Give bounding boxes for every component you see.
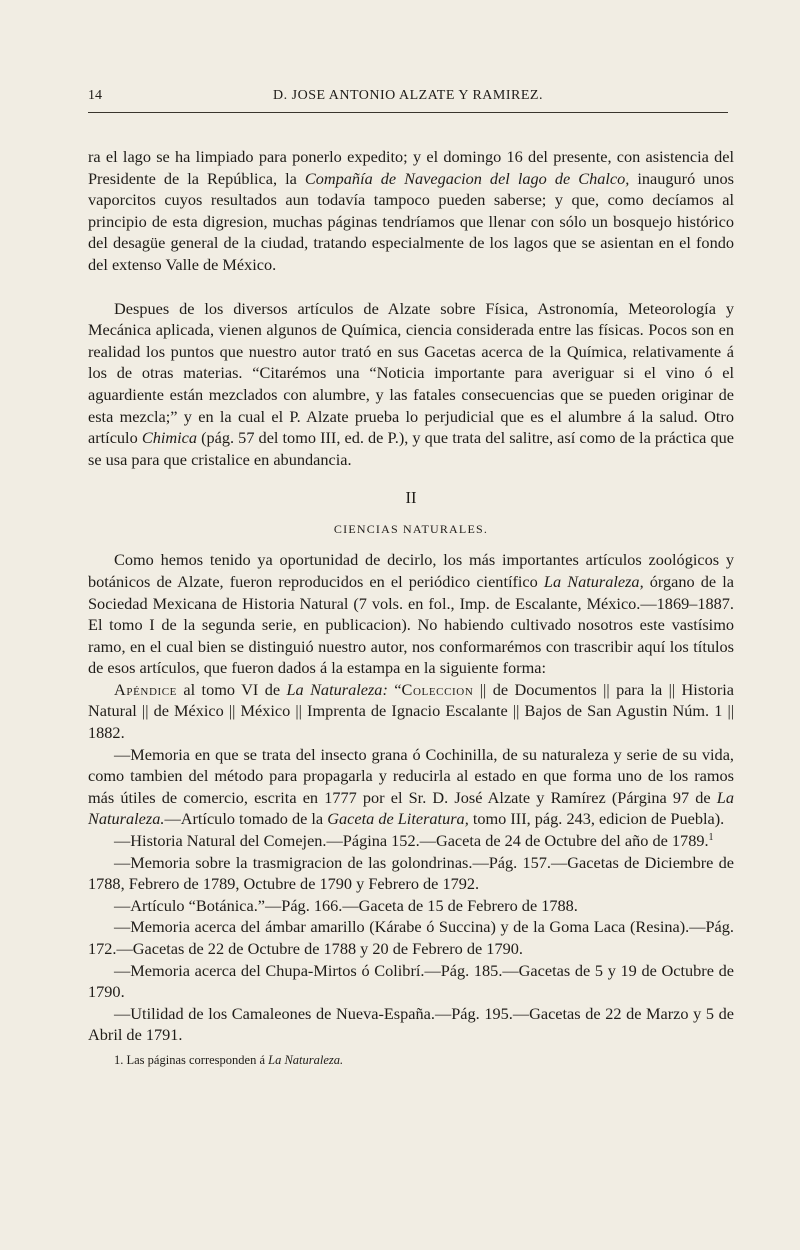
italic-title: La Naturaleza: [286, 679, 388, 699]
section-number: II [405, 488, 417, 508]
paragraph-ciencias-naturales [88, 549, 734, 679]
entry-comejen [88, 830, 734, 852]
entry-golondrinas: —Memoria sobre la trasmigracion de las golondrinas.—Pág. 157.—Gacetas de Diciembre de 1788, Febrero de 1789, Octubre de 1790 y Febrero de 1792. [88, 852, 734, 894]
entry-apendice [88, 679, 734, 744]
italic-title: Compañía de Navegacion del lago de Chalco, [304, 168, 630, 188]
text-run: —Artículo tomado de la [164, 809, 328, 829]
text-run: —Historia Natural del Comejen.—Página 152.—Gaceta de 24 de Octubre del año de 1789. [114, 831, 709, 851]
page-number: 14 [88, 88, 102, 103]
text-run: “ [387, 679, 402, 699]
italic-title: La Naturaleza. [268, 1052, 344, 1067]
text-run: inauguró unos vaporcitos cuyos resultados aun todavía tampoco pueden saberse; y que, como decíamos al principio de esta digresion, muchas páginas tendríamos que llenar con sólo un bosquejo histórico del desagüe general de la ciudad, tratando especialmente de los lagos que se asientan en el fondo del extenso Valle de México. [88, 168, 734, 274]
small-caps-text: Apéndice [114, 679, 178, 699]
text-run: Como hemos tenido ya oportunidad de decirlo, los más importantes artículos zoológicos y botánicos de Alzate, fueron reproducidos en el periódico científico [88, 550, 734, 591]
page-body [88, 146, 734, 1068]
entry-ambar: —Memoria acerca del ámbar amarillo (Kárabe ó Succina) y de la Goma Laca (Resina).—Pág. 172.—Gacetas de 22 de Octubre de 1788 y 20 de Febrero de 1790. [88, 917, 734, 958]
entry-memoria-grana [88, 744, 734, 830]
paragraph-continuation [88, 146, 734, 276]
italic-title: Gaceta de Literatura, [327, 809, 469, 829]
entry-botanica: —Artículo “Botánica.”—Pág. 166.—Gaceta de 15 de Febrero de 1788. [114, 895, 578, 915]
section-title: CIENCIAS NATURALES. [333, 522, 489, 537]
text-run: Despues de los diversos artículos de Alzate sobre Física, Astronomía, Meteorología y Mecánica aplicada, vienen algunos de Química, ciencia considerada entre las físicas. Pocos son en realidad los puntos que nuestro autor trató en sus Gacetas acerca de la Química, relativamente á los de otras materias. “Citarémos una “Noticia importante para averiguar si el vino ó el aguardiente están mezclados con alumbre, y las fatales consecuencias que se pueden originar de esta mezcla;” y en la cual el P. Alzate prueba lo perjudicial que es el alumbre á la salud. Otro artículo [88, 298, 734, 448]
entry-colibri: —Memoria acerca del Chupa-Mirtos ó Colibrí.—Pág. 185.—Gacetas de 5 y 19 de Octubre de 1790. [88, 960, 734, 1002]
text-run: —Memoria en que se trata del insecto grana ó Cochinilla, de su naturaleza y serie de su vida, como tambien del método para propagarla y reducirla al estado en que forma uno de los ramos más útiles de comercio, escrita en 1777 por el Sr. D. José Alzate y Ramírez (Párgina 97 de [88, 744, 734, 807]
entry-camaleones: —Utilidad de los Camaleones de Nueva-España.—Pág. 195.—Gacetas de 22 de Marzo y 5 de Abril de 1791. [88, 1003, 734, 1045]
running-head: D. JOSE ANTONIO ALZATE Y RAMIREZ. [273, 88, 543, 103]
text-run: (pág. 57 del tomo III, ed. de P.), y que trata del salitre, así como de la práctica que se usa para que cristalice en abundancia. [88, 428, 735, 469]
small-caps-text: Coleccion [401, 679, 474, 699]
text-run: órgano de la Sociedad Mexicana de Historia Natural (7 vols. en fol., Imp. de Escalante, México.—1869–1887. El tomo I de la segunda serie, en publicacion). No habiendo cultivado nosotros este vastísimo ramo, en el cual bien se distinguió nuestro autor, nos conformarémos con trascribir aquí los títulos de esos artículos, que fueron dados á la estampa en la siguiente forma: [88, 571, 734, 678]
footnote [88, 1052, 734, 1068]
text-run: ra el lago se ha limpiado para ponerlo expedito; y el domingo 16 del presente, con asistencia del Presidente de la República, la [88, 147, 734, 188]
text-run: tomo III, pág. 243, edicion de Puebla). [468, 809, 725, 829]
text-run: || de Documentos || para la || Historia Natural || de México || México || Imprenta de Ignacio Escalante || Bajos de San Agustin Núm. 1 || 1882. [88, 679, 734, 743]
text-run: al tomo VI de [177, 679, 287, 699]
page-header [88, 86, 728, 113]
italic-title: La Naturaleza. [88, 787, 734, 829]
text-run: 1. Las páginas corresponden á [114, 1052, 269, 1067]
paragraph-quimica [88, 298, 734, 471]
footnote-marker: 1 [708, 832, 714, 844]
italic-title: Chimica [141, 428, 197, 448]
italic-title: La Naturaleza, [543, 571, 644, 591]
